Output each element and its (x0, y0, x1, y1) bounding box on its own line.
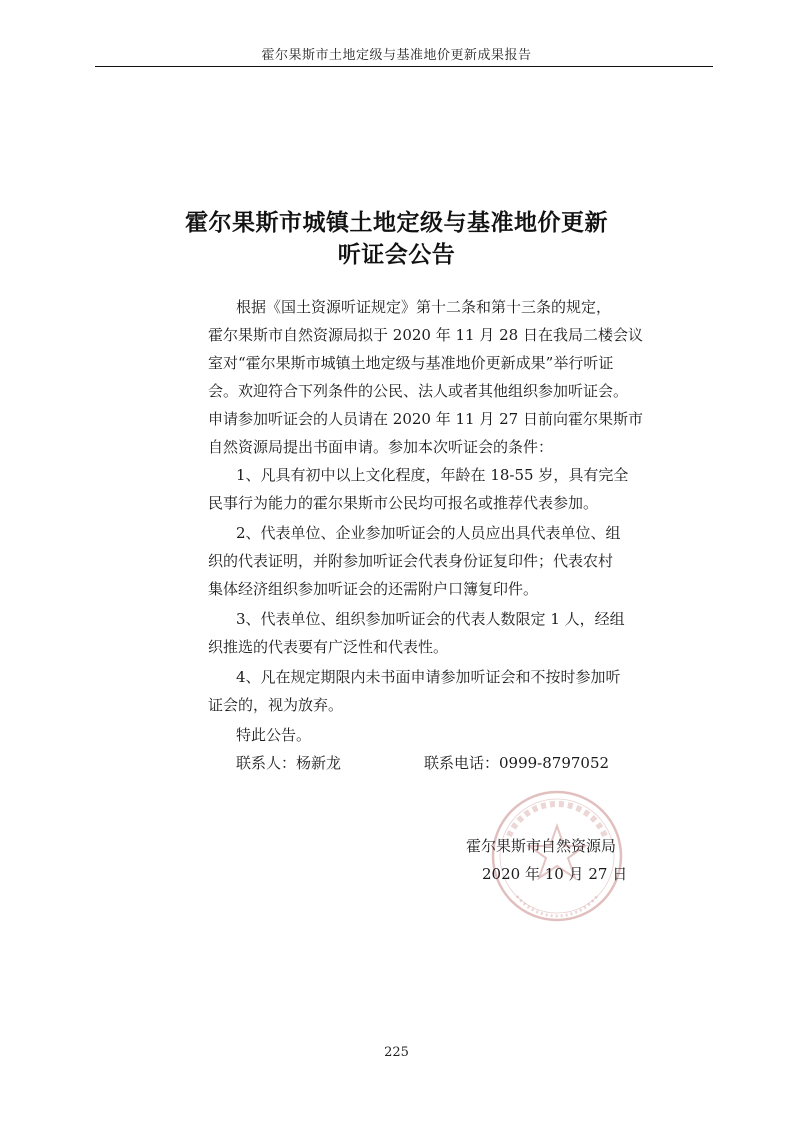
header-rule (95, 66, 713, 67)
intro-line: 申请参加听证会的人员请在 2020 年 11 月 27 日前向霍尔果斯市 (208, 410, 643, 428)
notice-title-line1: 霍尔果斯市城镇土地定级与基准地价更新 (185, 210, 608, 236)
condition-3-line: 3、代表单位、组织参加听证会的代表人数限定 1 人，经组 (236, 610, 625, 628)
contact-phone: 联系电话：0999-8797052 (424, 754, 610, 772)
official-seal (487, 786, 627, 926)
condition-2-line: 织的代表证明，并附参加听证会代表身份证复印件；代表农村 (208, 552, 614, 570)
condition-4-line: 证会的，视为放弃。 (208, 696, 344, 714)
intro-line: 自然资源局提出书面申请。参加本次听证会的条件： (208, 438, 554, 456)
intro-line: 霍尔果斯市自然资源局拟于 2020 年 11 月 28 日在我局二楼会议 (208, 326, 643, 344)
condition-1-line: 民事行为能力的霍尔果斯市公民均可报名或推荐代表参加。 (208, 494, 599, 512)
condition-2-line: 集体经济组织参加听证会的还需附户口簿复印件。 (208, 580, 539, 598)
condition-4-line: 4、凡在规定期限内未书面申请参加听证会和不按时参加听 (236, 668, 621, 686)
condition-3-line: 织推选的代表要有广泛性和代表性。 (208, 638, 449, 656)
intro-line: 会。欢迎符合下列条件的公民、法人或者其他组织参加听证会。 (208, 382, 629, 400)
condition-1-line: 1、凡具有初中以上文化程度，年龄在 18-55 岁，具有完全 (236, 466, 629, 484)
issue-date: 2020 年 10 月 27 日 (482, 865, 628, 883)
contact-person: 联系人：杨新龙 (236, 754, 342, 772)
notice-title-line2: 听证会公告 (337, 242, 456, 268)
closing-text: 特此公告。 (236, 726, 312, 744)
page-number: 225 (384, 1045, 409, 1060)
intro-line: 室对“霍尔果斯市城镇土地定级与基准地价更新成果”举行听证 (208, 354, 614, 372)
condition-2-line: 2、代表单位、企业参加听证会的人员应出具代表单位、组 (236, 524, 621, 542)
running-header: 霍尔果斯市土地定级与基准地价更新成果报告 (261, 48, 532, 63)
issuer-name: 霍尔果斯市自然资源局 (466, 837, 617, 855)
intro-line: 根据《国土资源听证规定》第十二条和第十三条的规定， (236, 298, 612, 316)
